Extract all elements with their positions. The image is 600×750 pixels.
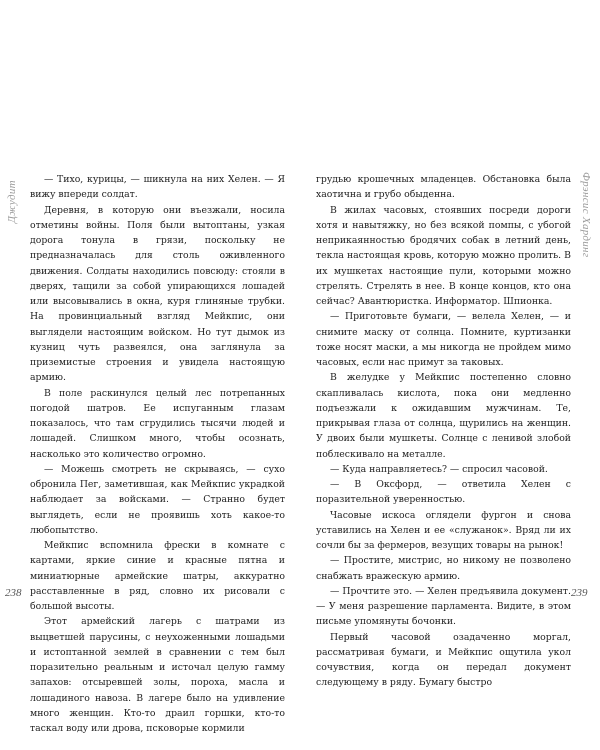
right-page — [300, 0, 600, 750]
running-head-right: Фрэнсис Хардинг — [580, 172, 592, 258]
paragraph: — Простите, мистрис, но никому не позволено снабжать вражескую армию. — [316, 555, 571, 582]
paragraph: — Куда направляетесь? — спросил часовой. — [330, 463, 548, 475]
paragraph: грудью крошечных младенцев. Обстановка была хаотична и грубо обыденна. — [316, 174, 571, 201]
paragraph: Деревня, в которую они въезжали, носила отметины войны. Поля были вытоптаны, узкая дорога тонула в грязи, поскольку не предназначалась для столь оживленного движения. Солдаты находились повсюду: стояли в дверях, тащили за собой упирающихся лошадей или высовывались в окна, куря глиняные трубки. На провинциальный взгляд Мейкпис, они выглядели настоящим войском. Но тут дымок из кузниц чуть развеялся, она заглянула за приземистые строения и увидела настоящую армию. — [30, 204, 285, 384]
page-number-left: 238 — [5, 587, 22, 599]
running-head-left: Джудит — [6, 180, 18, 223]
left-page-text — [30, 172, 285, 736]
paragraph: — В Оксфорд, — ответила Хелен с поразительной уверенностью. — [316, 479, 571, 506]
paragraph: В жилах часовых, стоявших посреди дороги хотя и навытяжку, но без всякой помпы, с убогой неприкаянностью бродячих собак в летний день, текла настоящая кровь, которую можно пролить. В их мушкетах настоящие пули, которыми можно стрелять. Стрелять в нее. В конце концов, кто она сейчас? Авантюристка. Информатор. Шпионка. — [316, 204, 571, 307]
paragraph: — Тихо, курицы, — шикнула на них Хелен. — Я вижу впереди солдат. — [30, 174, 285, 201]
paragraph: Первый часовой озадаченно моргал, рассматривая бумаги, и Мейкпис ощутила укол сочувствия, когда он передал документ следующему в ряду. Бумагу быстро — [316, 631, 571, 689]
paragraph: Мейкпис вспомнила фрески в комнате с картами, яркие синие и красные пятна и миниатюрные армейские шатры, аккуратно расставленные в ряд, словно их рисовали с большой высоты. — [30, 540, 285, 612]
paragraph: Этот армейский лагерь с шатрами из выцветшей парусины, с неухоженными лошадьми и истоптанной землей в сравнении с тем был поразительно реальным и источал целую гамму запахов: отсыревшей золы, пороха, масла и лошадиного навоза. В лагере было на удивление много женщин. Кто-то драил горшки, кто-то таскал воду или дрова, псковорые кормили — [30, 616, 285, 734]
paragraph: Часовые искоса оглядели фургон и снова уставились на Хелен и ее «служанок». Вряд ли их сочли бы за фермеров, везущих товары на рынок! — [316, 509, 571, 551]
paragraph: — Приготовьте бумаги, — велела Хелен, — и снимите маску от солнца. Помните, куртизанки тоже носят маски, а мы никогда не пройдем мимо часовых, если нас примут за таковых. — [316, 311, 571, 368]
paragraph: — Прочтите это. — Хелен предъявила документ. — У меня разрешение парламента. Видите, в этом письме упомянуты бочонки. — [316, 585, 571, 628]
paragraph: В желудке у Мейкпис постепенно словно скапливалась кислота, пока они медленно подъезжали к ожидавшим мужчинам. Те, прикрывая глаза от солнца, щурились на женщин. У двоих были мушкеты. Солнце с ленивой злобой поблескивало на металле. — [316, 372, 571, 460]
right-page-text — [316, 172, 571, 691]
paragraph: В поле раскинулся целый лес потрепанных погодой шатров. Ее испуганным глазам показалось, что там сгрудились тысячи людей и лошадей. Слишком много, чтобы осознать, насколько это количество огромно. — [30, 387, 285, 460]
paragraph: — Можешь смотреть не скрываясь, — сухо обронила Пег, заметившая, как Мейкпис украдкой наблюдает за войсками. — Странно будет выглядеть, если не проявишь хоть какое-то любопытство. — [30, 463, 285, 536]
page-number-right: 239 — [571, 587, 588, 599]
